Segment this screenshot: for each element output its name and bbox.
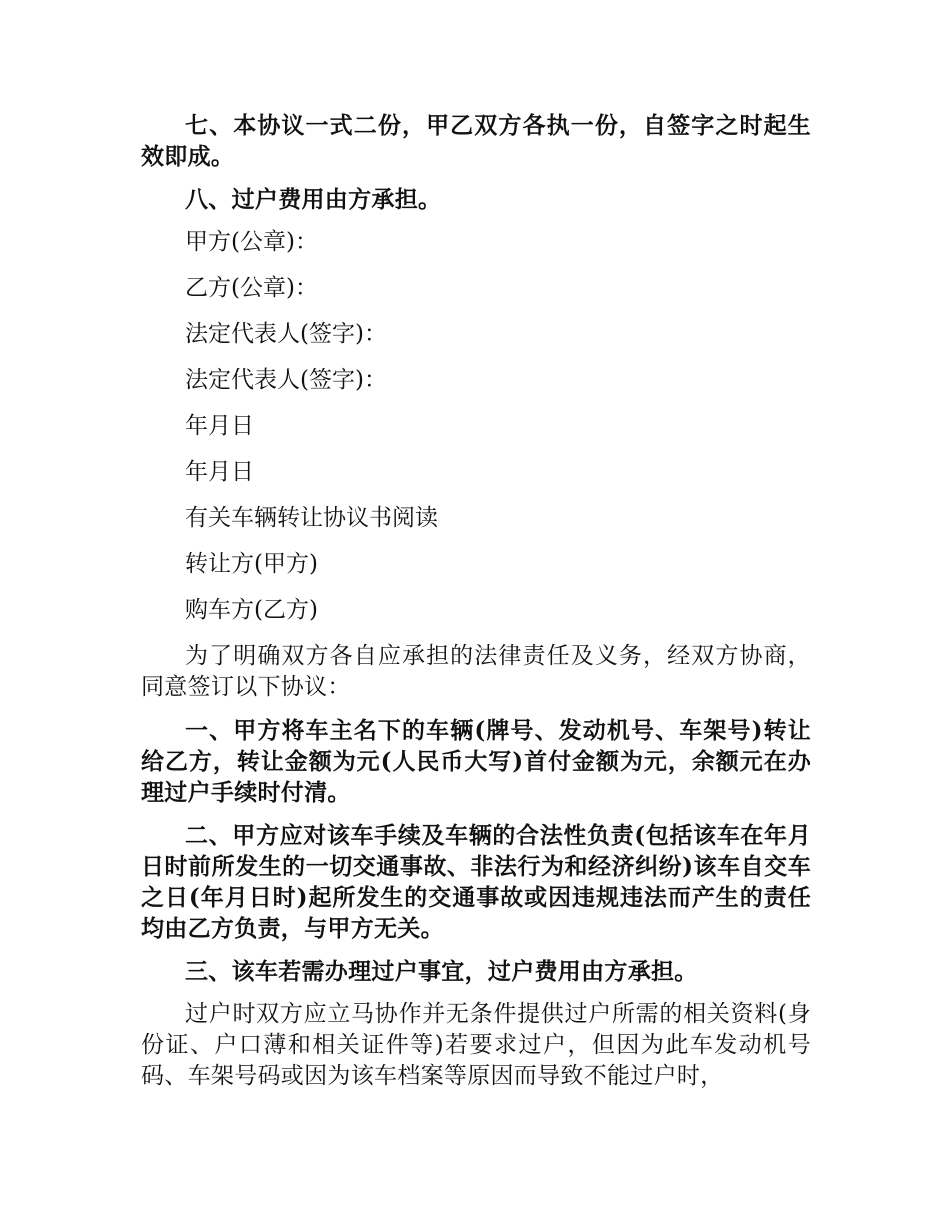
clause-two: 二、甲方应对该车手续及车辆的合法性负责(包括该车在年月日时前所发生的一切交通事故、非法行为和经济纠纷)该车自交车之日(年月日时)起所发生的交通事故或因违规违法而产生的责任均由乙方负责，与甲方无关。 xyxy=(141,822,811,942)
clause-one: 一、甲方将车主名下的车辆(牌号、发动机号、车架号)转让给乙方，转让金额为元(人民币大写)首付金额为元，余额元在办理过户手续时付清。 xyxy=(141,717,811,806)
transferor-line: 转让方(甲方) xyxy=(185,551,318,577)
section-title: 有关车辆转让协议书阅读 xyxy=(185,505,438,531)
legal-rep-signature-line-b: 法定代表人(签字)： xyxy=(185,367,387,393)
buyer-line: 购车方(乙方) xyxy=(185,597,318,623)
party-b-seal-line: 乙方(公章)： xyxy=(185,275,318,301)
transfer-cooperation-paragraph: 过户时双方应立马协作并无条件提供过户所需的相关资料(身份证、户口薄和相关证件等)若要求过户，但因为此车发动机号码、车架号码或因为该车档案等原因而导致不能过户时， xyxy=(141,1001,811,1089)
legal-rep-signature-line-a: 法定代表人(签字)： xyxy=(185,321,387,347)
date-line-b: 年月日 xyxy=(185,459,254,485)
clause-seven: 七、本协议一式二份，甲乙双方各执一份，自签字之时起生效即成。 xyxy=(141,112,811,170)
clause-eight: 八、过户费用由方承担。 xyxy=(185,186,442,213)
preamble-paragraph: 为了明确双方各自应承担的法律责任及义务，经双方协商，同意签订以下协议： xyxy=(141,643,811,700)
clause-three: 三、该车若需办理过户事宜，过户费用由方承担。 xyxy=(185,958,698,985)
party-a-seal-line: 甲方(公章)： xyxy=(185,229,318,255)
date-line-a: 年月日 xyxy=(185,413,254,439)
document-body xyxy=(141,110,811,1104)
